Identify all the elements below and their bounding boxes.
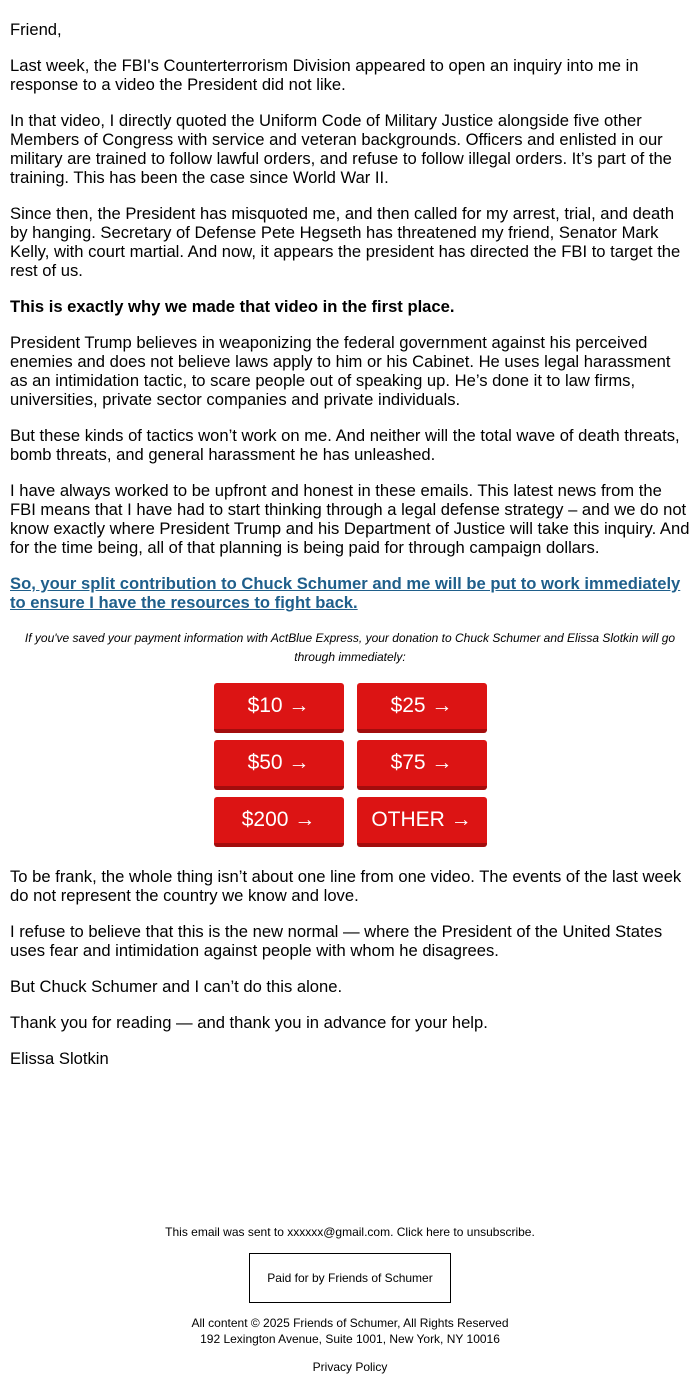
letter-content: [10, 0, 690, 1068]
donate-50-button[interactable]: $50 →: [214, 740, 344, 790]
mailing-address: 192 Lexington Avenue, Suite 1001, New York, NY 10016: [200, 1332, 500, 1346]
closing-paragraph-2: I refuse to believe that this is the new normal — where the President of the United States uses fear and intimidation against people with whom he disagrees.: [10, 922, 663, 960]
closing-paragraph-4: Thank you for reading — and thank you in advance for your help.: [10, 1013, 488, 1032]
bold-statement: This is exactly why we made that video in the first place.: [10, 297, 455, 316]
unsubscribe-line[interactable]: This email was sent to xxxxxx@gmail.com. Click here to unsubscribe.: [165, 1225, 535, 1239]
email-footer: [0, 1224, 700, 1375]
paid-for-disclaimer: Paid for by Friends of Schumer: [249, 1253, 451, 1303]
paragraph-6: But these kinds of tactics won’t work on me. And neither will the total wave of death threats, bomb threats, and general harassment he has unleashed.: [10, 426, 680, 464]
closing-paragraph-3: But Chuck Schumer and I can’t do this alone.: [10, 977, 343, 996]
donate-10-button[interactable]: $10 →: [214, 683, 344, 733]
copyright-notice: All content © 2025 Friends of Schumer, All Rights Reserved: [191, 1316, 509, 1330]
paragraph-2: In that video, I directly quoted the Uniform Code of Military Justice alongside five other Members of Congress with service and veteran backgrounds. Officers and enlisted in our military are trained to follow lawful orders, and refuse to follow illegal orders. It’s part of the training. This has been the case since World War II.: [10, 111, 672, 187]
paragraph-3: Since then, the President has misquoted me, and then called for my arrest, trial, and death by hanging. Secretary of Defense Pete Hegseth has threatened my friend, Senator Mark Kelly, with court martial. And now, it appears the president has directed the FBI to target the rest of us.: [10, 204, 681, 280]
donate-25-button[interactable]: $25 →: [357, 683, 487, 733]
donate-200-button[interactable]: $200 →: [214, 797, 344, 847]
greeting: Friend,: [10, 20, 62, 39]
closing-paragraph-1: To be frank, the whole thing isn’t about one line from one video. The events of the last week do not represent the country we know and love.: [10, 867, 682, 905]
paragraph-1: Last week, the FBI's Counterterrorism Division appeared to open an inquiry into me in response to a video the President did not like.: [10, 56, 639, 94]
actblue-express-note: If you've saved your payment information with ActBlue Express, your donation to Chuck Schumer and Elissa Slotkin will go through immediately:: [24, 631, 676, 664]
signature: Elissa Slotkin: [10, 1049, 109, 1068]
paragraph-7: I have always worked to be upfront and honest in these emails. This latest news from the FBI means that I have had to start thinking through a legal defense strategy – and we do not know exactly where President Trump and his Department of Justice will take this inquiry. And for the time being, all of that planning is being paid for through campaign dollars.: [10, 481, 690, 557]
donate-other-button[interactable]: OTHER →: [357, 797, 487, 847]
contribution-link[interactable]: So, your split contribution to Chuck Schumer and me will be put to work immediately to ensure I have the resources to fight back.: [10, 574, 681, 612]
privacy-policy-link[interactable]: Privacy Policy: [312, 1360, 388, 1374]
paragraph-5: President Trump believes in weaponizing the federal government against his perceived enemies and does not believe laws apply to him or his Cabinet. He uses legal harassment as an intimidation tactic, to scare people out of speaking up. He’s done it to law firms, universities, private sector companies and private individuals.: [10, 333, 671, 409]
donate-75-button[interactable]: $75 →: [357, 740, 487, 790]
donation-button-grid: [10, 683, 690, 847]
